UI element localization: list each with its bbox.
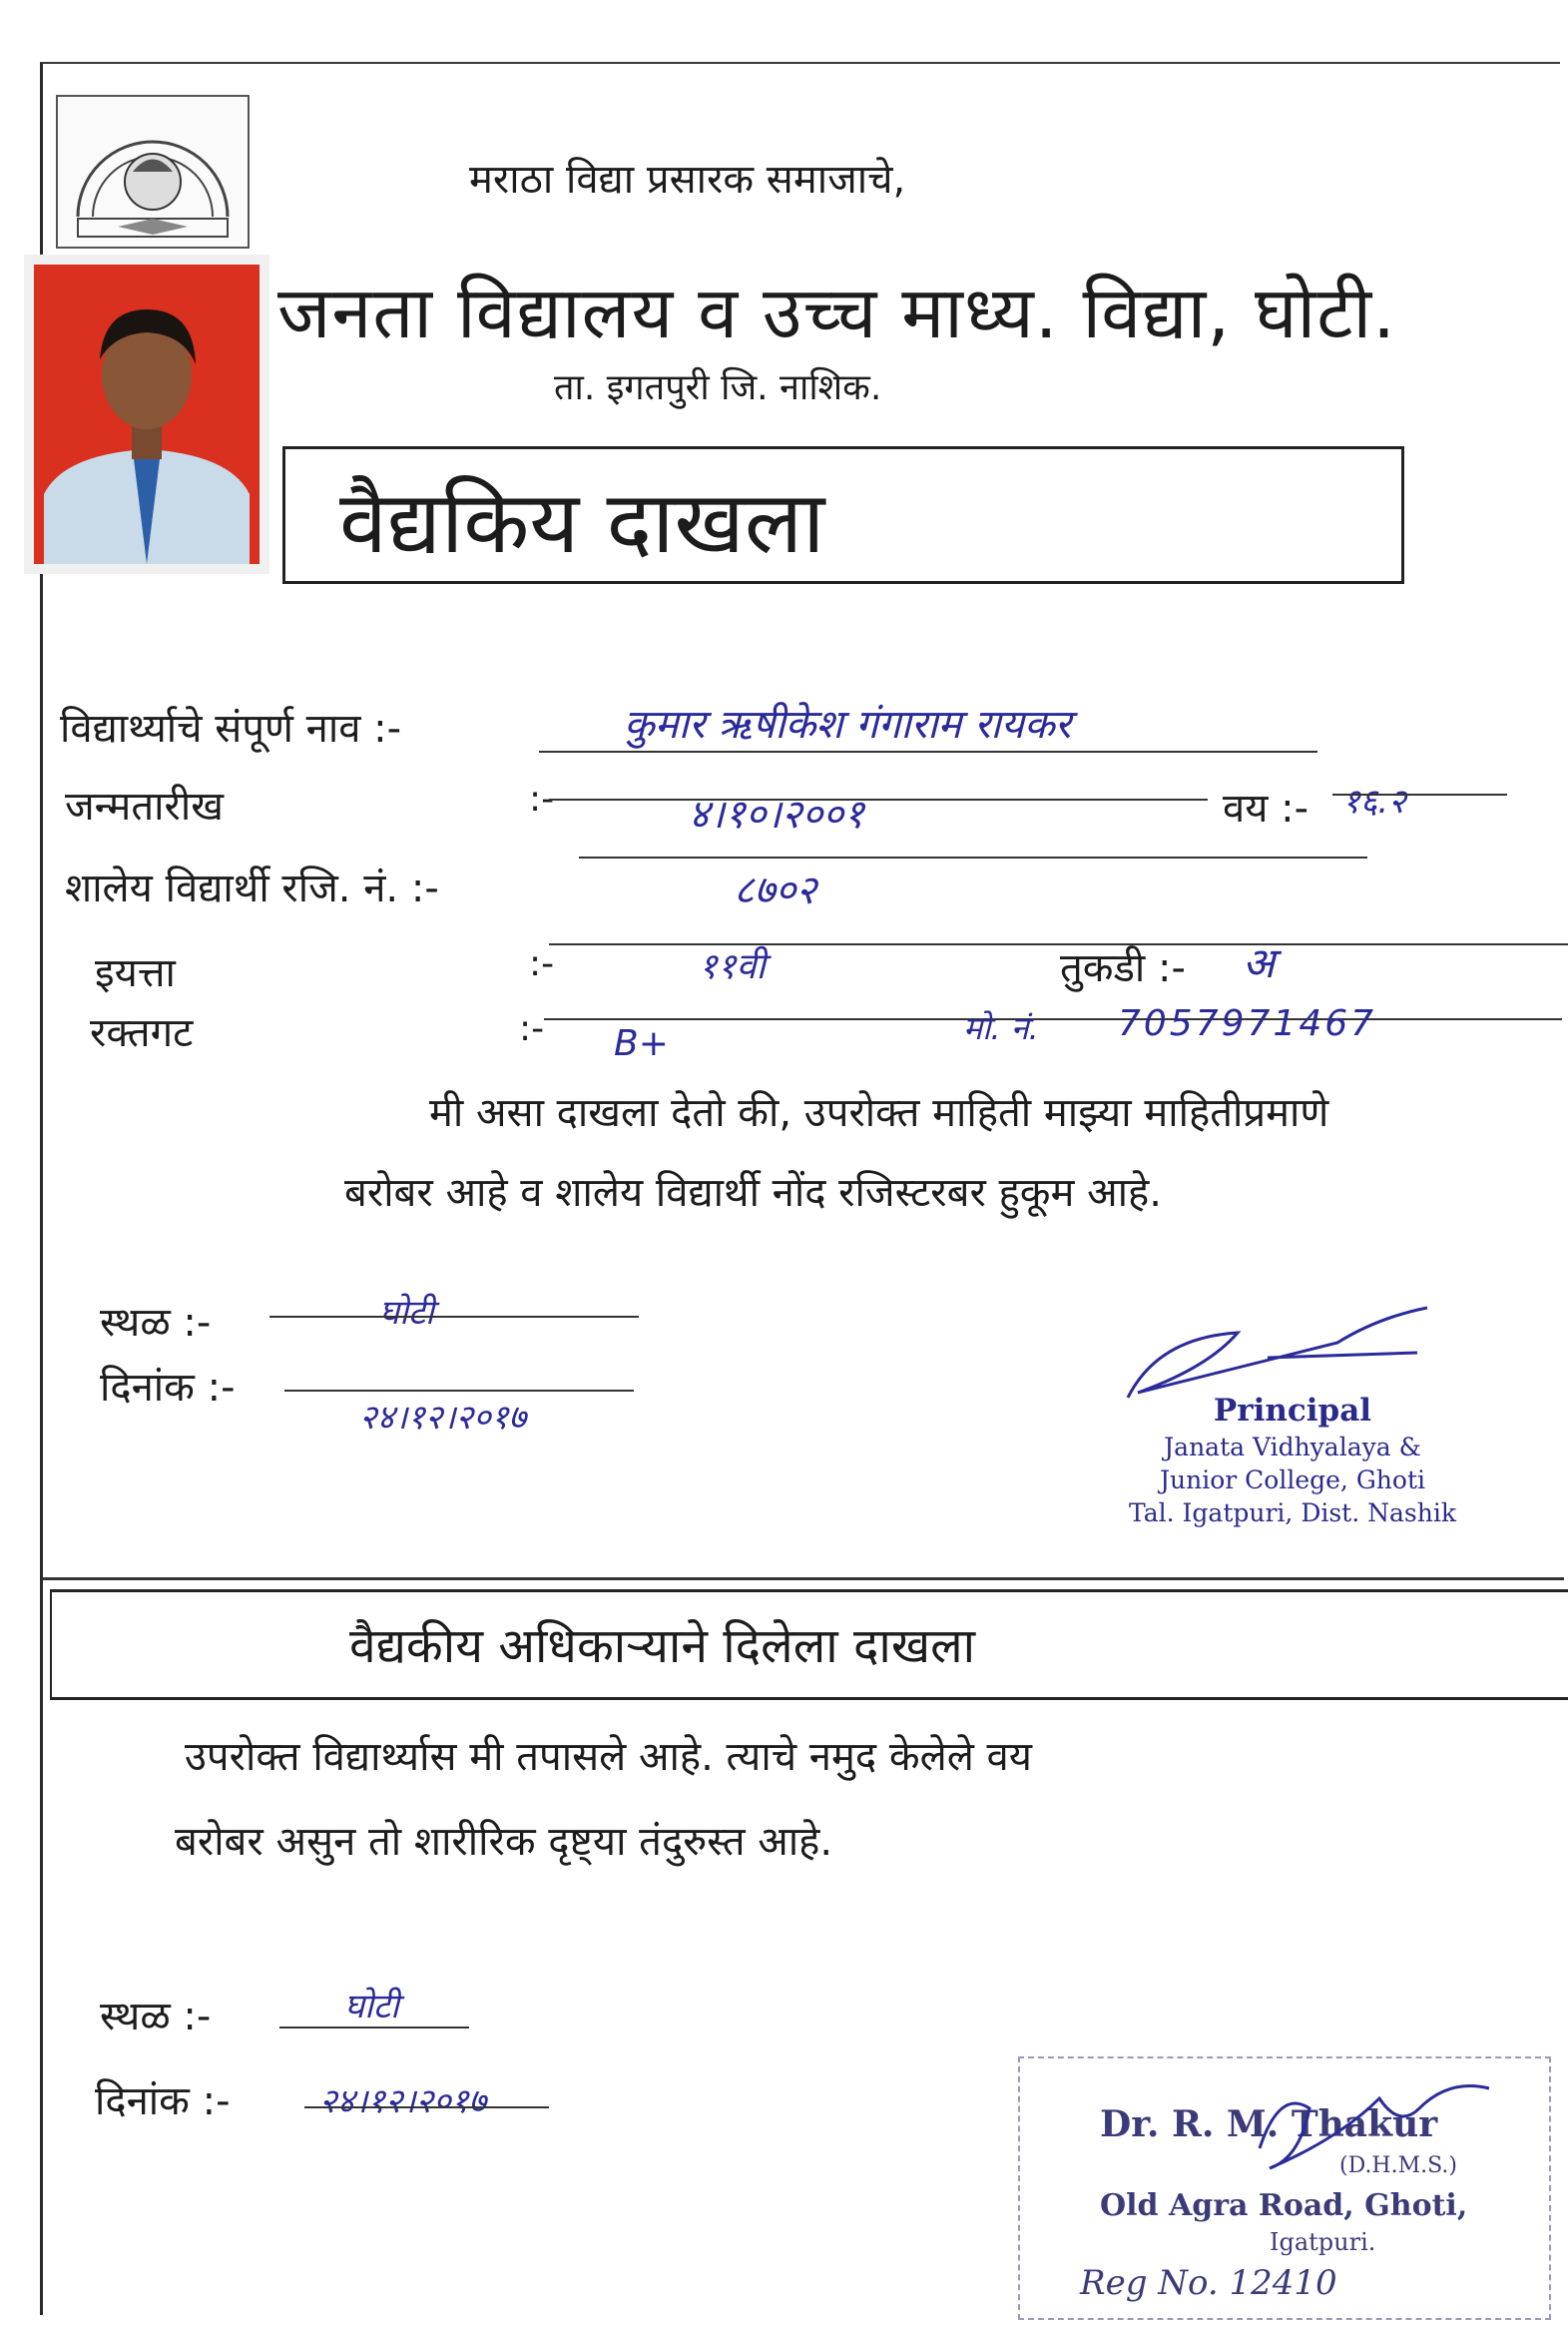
- blood-group-label: रक्तगट: [90, 1010, 194, 1056]
- medical-place-label: स्थळ :-: [100, 1994, 212, 2039]
- school-place-label: स्थळ :-: [100, 1300, 212, 1346]
- dob-value: ४।१०।२००१: [689, 792, 864, 838]
- student-portrait-icon: [34, 265, 260, 564]
- blood-group-value: B+: [614, 1023, 669, 1064]
- medical-line-2: बरोबर असुन तो शारीरिक दृष्ट्या तंदुरुस्त आहे.: [175, 1819, 833, 1865]
- class-label: इयत्ता: [95, 950, 176, 996]
- doctor-address-1: Old Agra Road, Ghoti,: [1100, 2188, 1468, 2223]
- declaration-line-2: बरोबर आहे व शालेय विद्यार्थी नोंद रजिस्टरबर हुकूम आहे.: [344, 1170, 1162, 1216]
- blood-underline: [544, 1018, 1562, 1020]
- medical-heading: वैद्यकीय अधिकाऱ्याने दिलेला दाखला: [349, 1618, 976, 1674]
- medical-place-underline: [279, 2027, 469, 2029]
- school-date-label: दिनांक :-: [100, 1365, 236, 1411]
- division-value: अ: [1243, 938, 1276, 987]
- age-label: वय :-: [1223, 786, 1309, 832]
- doctor-stamp: [1018, 2056, 1551, 2320]
- principal-line-2: Janata Vidhyalaya &: [1164, 1433, 1421, 1461]
- age-underline: [1332, 794, 1507, 796]
- reg-underline: [579, 857, 1367, 859]
- medical-place-value: घोटी: [344, 1987, 399, 2027]
- society-emblem-icon: [58, 97, 248, 247]
- name-underline: [539, 751, 1317, 753]
- certificate-title: वैद्यकिय दाखला: [339, 473, 825, 573]
- school-name: जनता विद्यालय व उच्च माध्य. विद्या, घोटी.: [277, 271, 1397, 354]
- age-value: १६.२: [1342, 782, 1406, 822]
- medical-line-1: उपरोक्त विद्यार्थ्यास मी तपासले आहे. त्याचे नमुद केलेले वय: [185, 1734, 1032, 1780]
- principal-stamp: [1113, 1393, 1472, 1527]
- student-name-value: कुमार ऋषीकेश गंगाराम रायकर: [624, 702, 1072, 748]
- dob-underline: [549, 799, 1208, 801]
- mobile-value: 7057971467: [1118, 1003, 1377, 1044]
- class-value: ११वी: [699, 946, 766, 987]
- division-label: तुकडी :-: [1060, 945, 1186, 991]
- doctor-degree: (D.H.M.S.): [1339, 2153, 1457, 2178]
- dob-label: जन्मतारीख: [65, 784, 224, 830]
- medical-date-label: दिनांक :-: [95, 2078, 231, 2124]
- principal-title: Principal: [1213, 1393, 1372, 1429]
- student-name-label: विद्यार्थ्याचे संपूर्ण नाव :-: [60, 706, 402, 752]
- society-name: मराठा विद्या प्रसारक समाजाचे,: [469, 157, 906, 203]
- mobile-label: मो. नं.: [963, 1009, 1039, 1047]
- school-place-underline: [269, 1316, 639, 1318]
- principal-line-4: Tal. Igatpuri, Dist. Nashik: [1129, 1498, 1456, 1527]
- school-date-value: २४।१२।२०१७: [359, 1398, 527, 1438]
- school-place-value: घोटी: [379, 1293, 434, 1333]
- medical-date-underline: [304, 2106, 549, 2108]
- principal-line-3: Junior College, Ghoti: [1160, 1465, 1425, 1494]
- declaration-line-1: मी असा दाखला देतो की, उपरोक्त माहिती माझ्या माहितीप्रमाणे: [429, 1090, 1329, 1136]
- doctor-name: Dr. R. M. Thakur: [1100, 2103, 1438, 2145]
- doctor-reg: Reg No. 12410: [1080, 2263, 1337, 2303]
- principal-signature-icon: [1118, 1298, 1447, 1408]
- medical-date-value: २४।१२।२०१७: [319, 2081, 487, 2121]
- student-photo: [24, 255, 269, 574]
- class-underline: [549, 943, 1568, 945]
- section-divider: [42, 1577, 1564, 1580]
- reg-label: शालेय विद्यार्थी रजि. नं. :-: [65, 866, 439, 911]
- doctor-signature-icon: [1250, 2068, 1499, 2188]
- society-logo: [56, 95, 250, 249]
- school-location: ता. इगतपुरी जि. नाशिक.: [554, 367, 882, 408]
- school-date-underline: [284, 1390, 634, 1392]
- reg-value: ८७०२: [734, 868, 817, 913]
- doctor-address-2: Igatpuri.: [1270, 2228, 1376, 2256]
